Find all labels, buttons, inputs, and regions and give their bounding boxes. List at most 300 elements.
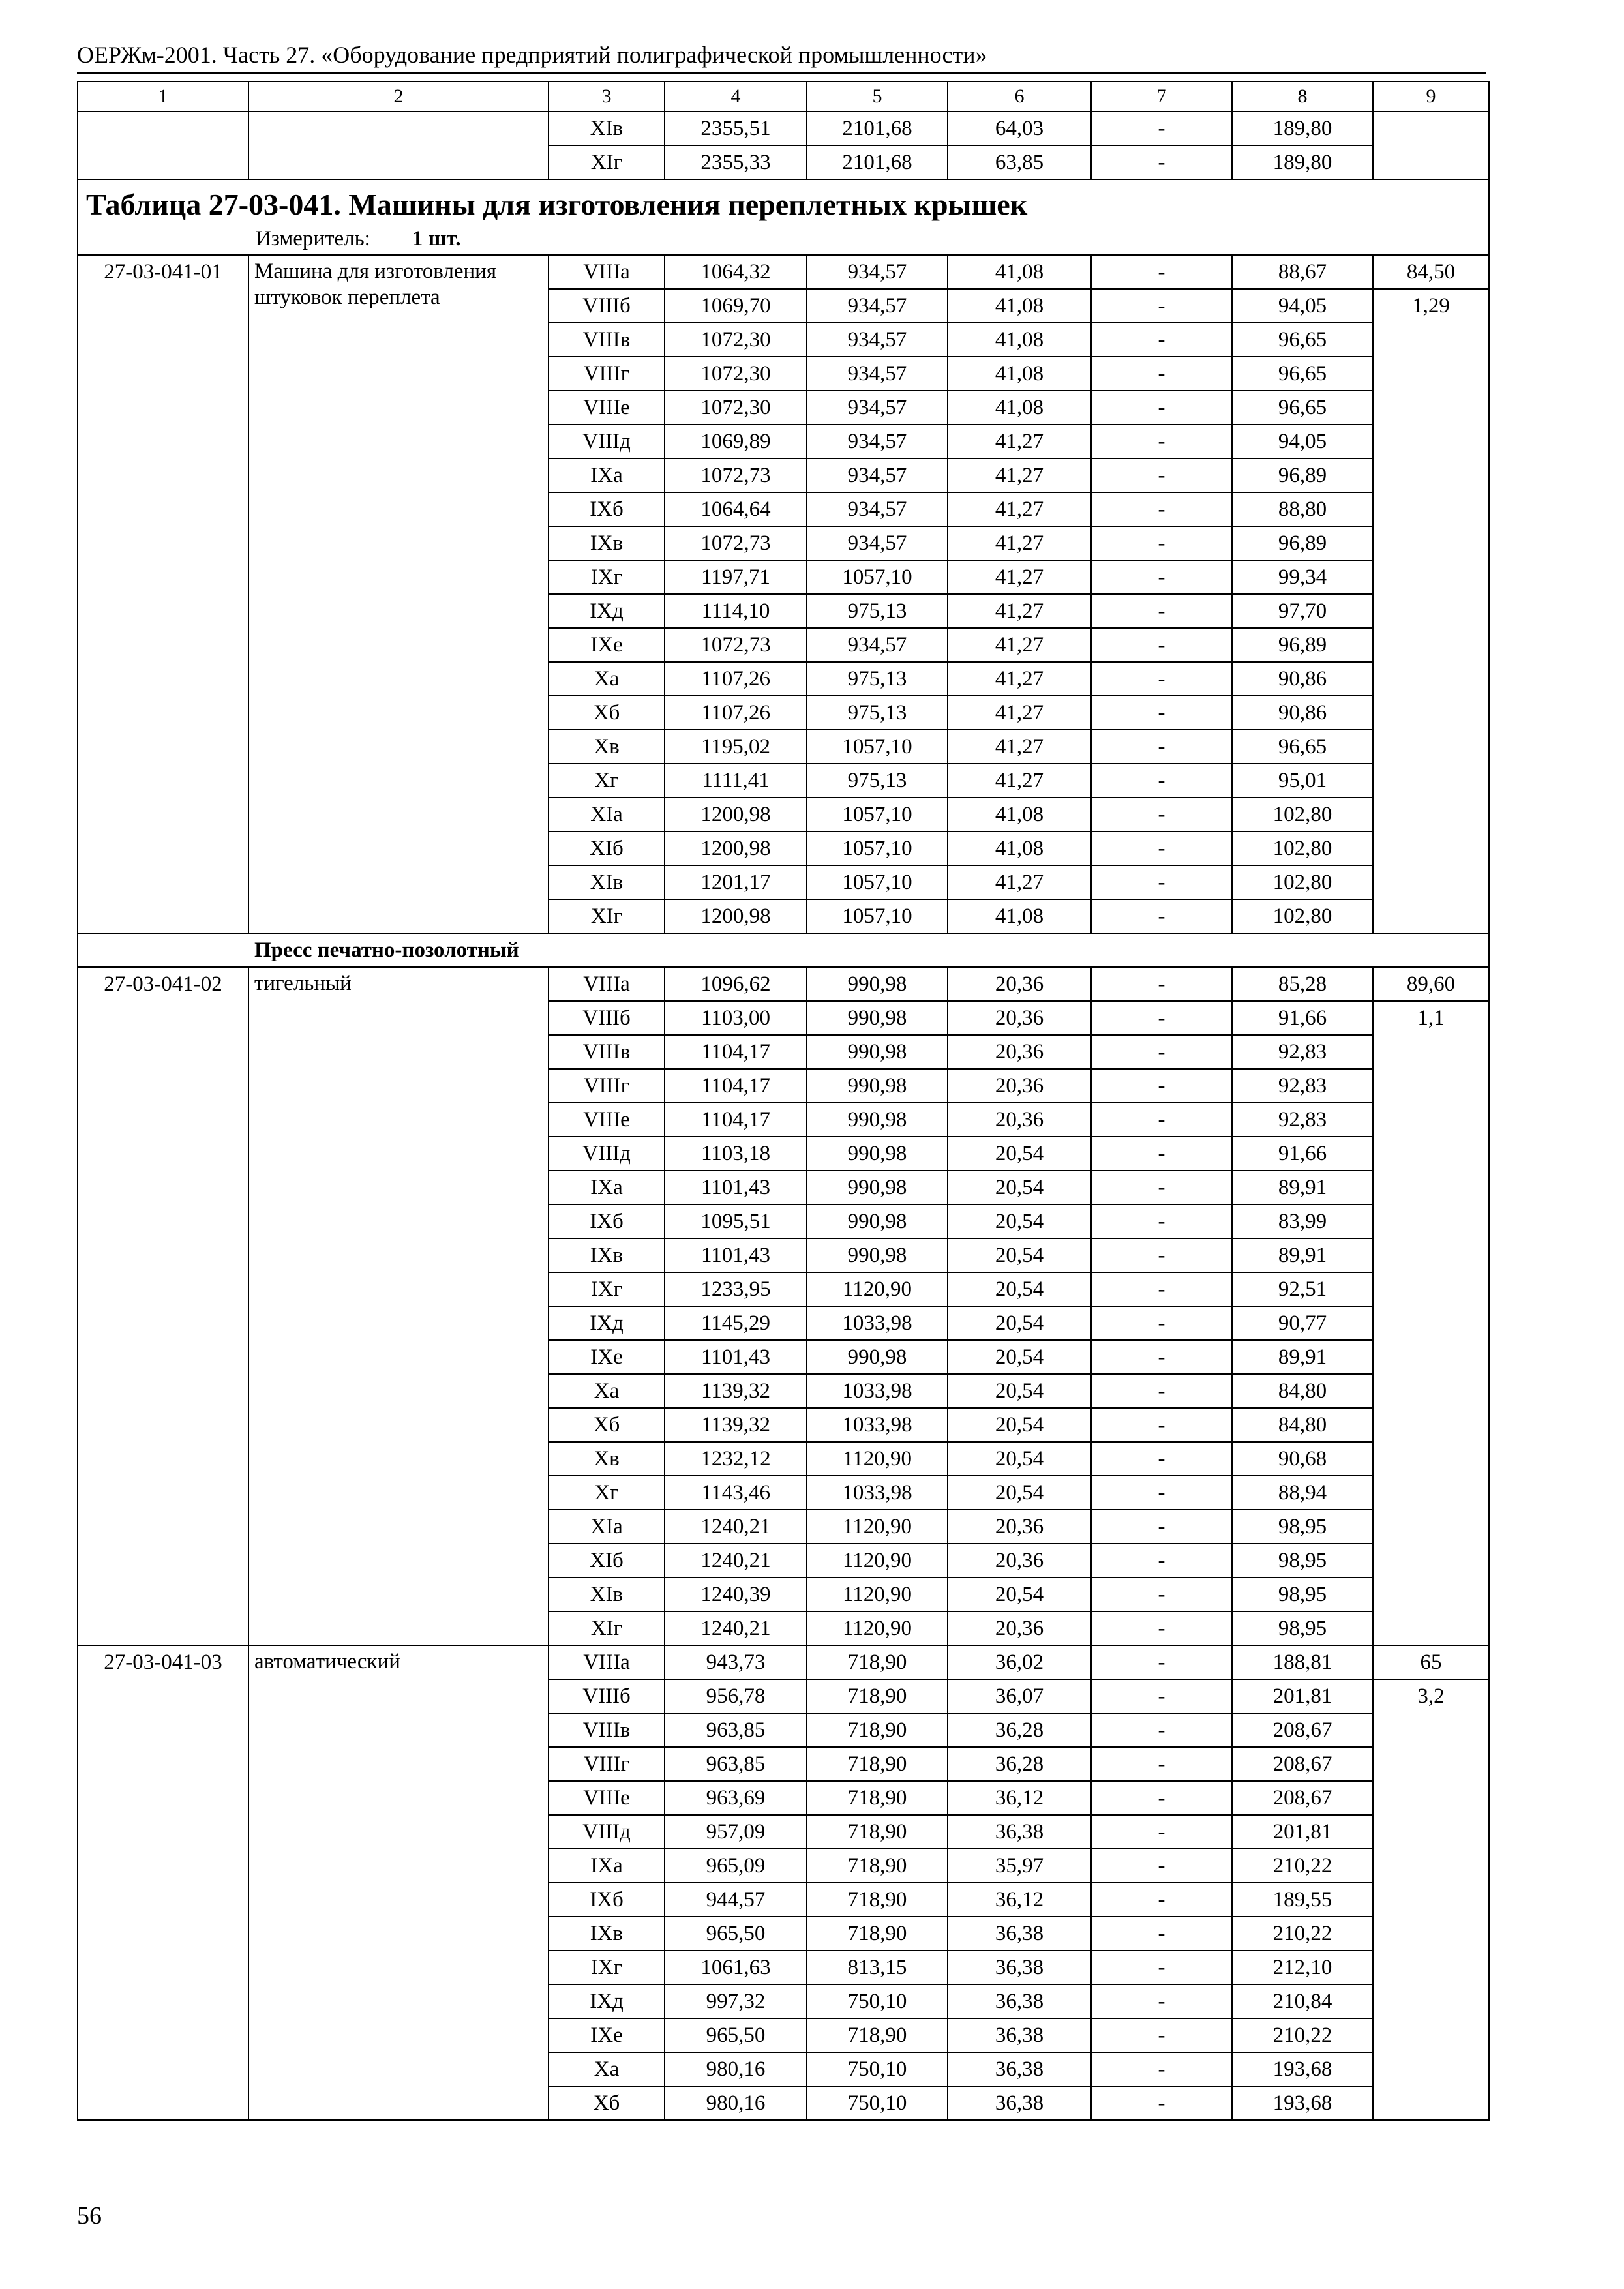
value-cell: - (1091, 899, 1232, 933)
value-cell: - (1091, 1035, 1232, 1069)
value-cell: 975,13 (807, 764, 948, 798)
value-cell: 210,22 (1232, 1849, 1373, 1883)
value-cell: 35,97 (948, 1849, 1091, 1883)
value-cell: 813,15 (807, 1951, 948, 1984)
value-cell: 41,27 (948, 458, 1091, 492)
value-cell: 1057,10 (807, 831, 948, 865)
value-cell: IXа (549, 1849, 665, 1883)
name-cell: автоматический (248, 1645, 549, 2120)
value-cell: 1114,10 (665, 594, 807, 628)
value-cell: - (1091, 1815, 1232, 1849)
value-cell: 1195,02 (665, 730, 807, 764)
value-cell: VIIIе (549, 391, 665, 425)
value-cell: 92,83 (1232, 1035, 1373, 1069)
value-cell: 36,12 (948, 1781, 1091, 1815)
value-cell: - (1091, 798, 1232, 831)
value-cell: - (1091, 1272, 1232, 1306)
value-cell: 1101,43 (665, 1340, 807, 1374)
value-cell: - (1091, 1306, 1232, 1340)
value-cell: 36,38 (948, 2086, 1091, 2120)
value-cell: 1139,32 (665, 1408, 807, 1442)
value-cell: 1111,41 (665, 764, 807, 798)
value-cell: - (1091, 1544, 1232, 1578)
value-cell: - (1091, 730, 1232, 764)
value-cell: 1033,98 (807, 1374, 948, 1408)
value-cell: 90,77 (1232, 1306, 1373, 1340)
value-cell: 965,09 (665, 1849, 807, 1883)
value-cell: 990,98 (807, 1204, 948, 1238)
column-number: 5 (807, 82, 948, 112)
value-cell: - (1091, 2086, 1232, 2120)
value-cell: 98,95 (1232, 1510, 1373, 1544)
value-cell: Xв (549, 1442, 665, 1476)
code-cell: 27-03-041-01 (78, 255, 248, 933)
value-cell: 1072,73 (665, 526, 807, 560)
value-cell: IXв (549, 526, 665, 560)
rates-table (77, 81, 1490, 2121)
value-cell: 41,08 (948, 831, 1091, 865)
value-cell: Xг (549, 1476, 665, 1510)
value-cell: 96,89 (1232, 526, 1373, 560)
subheading-cell (78, 933, 1489, 967)
value-cell: 212,10 (1232, 1951, 1373, 1984)
value-cell: - (1091, 1883, 1232, 1917)
value-cell: 963,85 (665, 1747, 807, 1781)
value-cell: - (1091, 458, 1232, 492)
col9-cell: 3,2 (1373, 1679, 1489, 2120)
column-number: 6 (948, 82, 1091, 112)
value-cell: 208,67 (1232, 1781, 1373, 1815)
value-cell: 208,67 (1232, 1713, 1373, 1747)
value-cell: 934,57 (807, 492, 948, 526)
value-cell: - (1091, 1849, 1232, 1883)
value-cell: 718,90 (807, 1917, 948, 1951)
value-cell: 90,86 (1232, 696, 1373, 730)
value-cell: 990,98 (807, 1035, 948, 1069)
value-cell: 1145,29 (665, 1306, 807, 1340)
value-cell: 210,84 (1232, 1984, 1373, 2018)
value-cell: 934,57 (807, 357, 948, 391)
value-cell: 41,08 (948, 798, 1091, 831)
value-cell: 1200,98 (665, 798, 807, 831)
value-cell: IXе (549, 628, 665, 662)
col9-cell (1373, 112, 1489, 179)
value-cell: Xа (549, 2052, 665, 2086)
value-cell: 84,80 (1232, 1374, 1373, 1408)
col9-cell: 89,60 (1373, 967, 1489, 1001)
value-cell: 90,86 (1232, 662, 1373, 696)
value-cell: 1101,43 (665, 1171, 807, 1204)
value-cell: IXг (549, 1951, 665, 1984)
value-cell: 1197,71 (665, 560, 807, 594)
table-row (78, 967, 1489, 1001)
code-cell: 27-03-041-02 (78, 967, 248, 1645)
value-cell: 210,22 (1232, 2018, 1373, 2052)
value-cell: 1095,51 (665, 1204, 807, 1238)
value-cell: 1240,21 (665, 1544, 807, 1578)
value-cell: 1057,10 (807, 899, 948, 933)
value-cell: - (1091, 1374, 1232, 1408)
value-cell: 1061,63 (665, 1951, 807, 1984)
value-cell: 965,50 (665, 2018, 807, 2052)
column-number: 8 (1232, 82, 1373, 112)
value-cell: XIв (549, 865, 665, 899)
value-cell: 99,34 (1232, 560, 1373, 594)
value-cell: - (1091, 357, 1232, 391)
value-cell: 963,85 (665, 1713, 807, 1747)
value-cell: 975,13 (807, 662, 948, 696)
value-cell: 89,91 (1232, 1340, 1373, 1374)
value-cell: VIIIб (549, 289, 665, 323)
value-cell: XIг (549, 145, 665, 179)
value-cell: XIв (549, 1578, 665, 1611)
value-cell: Xб (549, 2086, 665, 2120)
value-cell: IXа (549, 1171, 665, 1204)
column-number: 1 (78, 82, 248, 112)
value-cell: 97,70 (1232, 594, 1373, 628)
value-cell: IXг (549, 560, 665, 594)
value-cell: - (1091, 1204, 1232, 1238)
value-cell: 20,36 (948, 1544, 1091, 1578)
value-cell: - (1091, 1679, 1232, 1713)
value-cell: 718,90 (807, 1849, 948, 1883)
value-cell: 965,50 (665, 1917, 807, 1951)
value-cell: 718,90 (807, 1815, 948, 1849)
value-cell: - (1091, 1781, 1232, 1815)
value-cell: XIг (549, 1611, 665, 1645)
section-header-cell (78, 179, 1489, 255)
value-cell: 1240,21 (665, 1611, 807, 1645)
col9-cell: 84,50 (1373, 255, 1489, 289)
value-cell: - (1091, 1340, 1232, 1374)
running-header: ОЕРЖм-2001. Часть 27. «Оборудование предприятий полиграфической промышленности» (77, 42, 987, 68)
value-cell: 750,10 (807, 2086, 948, 2120)
value-cell: 2101,68 (807, 145, 948, 179)
value-cell: 934,57 (807, 458, 948, 492)
value-cell: IXв (549, 1238, 665, 1272)
value-cell: - (1091, 1951, 1232, 1984)
table-body (78, 82, 1489, 2120)
value-cell: 990,98 (807, 967, 948, 1001)
value-cell: 1201,17 (665, 865, 807, 899)
value-cell: Xв (549, 730, 665, 764)
value-cell: IXб (549, 1204, 665, 1238)
value-cell: 36,02 (948, 1645, 1091, 1679)
value-cell: 718,90 (807, 1679, 948, 1713)
value-cell: VIIIд (549, 1815, 665, 1849)
value-cell: 1120,90 (807, 1578, 948, 1611)
unit-value: 1 шт. (412, 227, 461, 250)
value-cell: 1232,12 (665, 1442, 807, 1476)
value-cell: 20,36 (948, 1611, 1091, 1645)
value-cell: 1103,00 (665, 1001, 807, 1035)
value-cell: Xг (549, 764, 665, 798)
value-cell: 990,98 (807, 1238, 948, 1272)
value-cell: XIв (549, 112, 665, 145)
value-cell: IXе (549, 2018, 665, 2052)
value-cell: 92,83 (1232, 1103, 1373, 1137)
value-cell: VIIIб (549, 1001, 665, 1035)
value-cell: - (1091, 696, 1232, 730)
value-cell: 96,89 (1232, 458, 1373, 492)
unit-label: Измеритель: (256, 227, 370, 250)
column-number: 3 (549, 82, 665, 112)
value-cell: 96,89 (1232, 628, 1373, 662)
value-cell: 718,90 (807, 2018, 948, 2052)
subheading-row (78, 933, 1489, 967)
col9-cell: 1,1 (1373, 1001, 1489, 1645)
value-cell: 102,80 (1232, 899, 1373, 933)
value-cell: 1107,26 (665, 662, 807, 696)
value-cell: 94,05 (1232, 289, 1373, 323)
value-cell: 1033,98 (807, 1306, 948, 1340)
table-row (78, 255, 1489, 289)
value-cell: 98,95 (1232, 1611, 1373, 1645)
value-cell: VIIIв (549, 1713, 665, 1747)
col9-cell: 1,29 (1373, 289, 1489, 933)
column-number: 7 (1091, 82, 1232, 112)
value-cell: 96,65 (1232, 357, 1373, 391)
value-cell: 1096,62 (665, 967, 807, 1001)
value-cell: 89,91 (1232, 1171, 1373, 1204)
value-cell: 1064,64 (665, 492, 807, 526)
value-cell: 1033,98 (807, 1408, 948, 1442)
value-cell: 934,57 (807, 255, 948, 289)
value-cell: IXб (549, 1883, 665, 1917)
value-cell: 36,38 (948, 1917, 1091, 1951)
value-cell: 980,16 (665, 2052, 807, 2086)
name-cell: тигельный (248, 967, 549, 1645)
value-cell: - (1091, 255, 1232, 289)
value-cell: 36,28 (948, 1713, 1091, 1747)
value-cell: 1072,30 (665, 323, 807, 357)
value-cell: 41,27 (948, 425, 1091, 458)
value-cell: 980,16 (665, 2086, 807, 2120)
value-cell: 1104,17 (665, 1035, 807, 1069)
value-cell: 750,10 (807, 2052, 948, 2086)
table-title: Таблица 27-03-041. Машины для изготовления переплетных крышек (86, 188, 1028, 221)
value-cell: 990,98 (807, 1103, 948, 1137)
value-cell: 718,90 (807, 1883, 948, 1917)
value-cell: XIг (549, 899, 665, 933)
value-cell: 1057,10 (807, 730, 948, 764)
value-cell: 98,95 (1232, 1544, 1373, 1578)
value-cell: 20,36 (948, 1103, 1091, 1137)
value-cell: 88,80 (1232, 492, 1373, 526)
value-cell: VIIIд (549, 425, 665, 458)
value-cell: - (1091, 1137, 1232, 1171)
value-cell: - (1091, 145, 1232, 179)
value-cell: 189,80 (1232, 145, 1373, 179)
value-cell: IXг (549, 1272, 665, 1306)
value-cell: 1120,90 (807, 1510, 948, 1544)
value-cell: IXб (549, 492, 665, 526)
value-cell: 963,69 (665, 1781, 807, 1815)
value-cell: 20,36 (948, 1069, 1091, 1103)
col9-cell: 65 (1373, 1645, 1489, 1679)
value-cell: 944,57 (665, 1883, 807, 1917)
value-cell: IXд (549, 594, 665, 628)
value-cell: - (1091, 1001, 1232, 1035)
value-cell: Xа (549, 1374, 665, 1408)
value-cell: 934,57 (807, 323, 948, 357)
value-cell: - (1091, 1611, 1232, 1645)
value-cell: 41,08 (948, 357, 1091, 391)
value-cell: 63,85 (948, 145, 1091, 179)
value-cell: - (1091, 112, 1232, 145)
column-number: 4 (665, 82, 807, 112)
value-cell: IXа (549, 458, 665, 492)
value-cell: 102,80 (1232, 798, 1373, 831)
value-cell: - (1091, 1510, 1232, 1544)
value-cell: 1057,10 (807, 865, 948, 899)
value-cell: - (1091, 1171, 1232, 1204)
value-cell: XIб (549, 831, 665, 865)
name-cell: Машина для изготовления штуковок переплета (248, 255, 549, 933)
value-cell: 98,95 (1232, 1578, 1373, 1611)
value-cell: - (1091, 628, 1232, 662)
value-cell: 102,80 (1232, 831, 1373, 865)
value-cell: 20,36 (948, 1001, 1091, 1035)
value-cell: VIIIе (549, 1781, 665, 1815)
value-cell: - (1091, 560, 1232, 594)
value-cell: - (1091, 1476, 1232, 1510)
value-cell: IXв (549, 1917, 665, 1951)
unit-line (78, 224, 1488, 254)
value-cell: - (1091, 1103, 1232, 1137)
value-cell: - (1091, 831, 1232, 865)
value-cell: 1101,43 (665, 1238, 807, 1272)
value-cell: 41,27 (948, 594, 1091, 628)
value-cell: XIа (549, 798, 665, 831)
value-cell: - (1091, 526, 1232, 560)
value-cell: - (1091, 2018, 1232, 2052)
value-cell: VIIIг (549, 1069, 665, 1103)
value-cell: 64,03 (948, 112, 1091, 145)
value-cell: 997,32 (665, 1984, 807, 2018)
value-cell: 36,38 (948, 1951, 1091, 1984)
value-cell: 1104,17 (665, 1069, 807, 1103)
value-cell: Xб (549, 696, 665, 730)
value-cell: 41,08 (948, 899, 1091, 933)
value-cell: 1143,46 (665, 1476, 807, 1510)
value-cell: VIIIа (549, 1645, 665, 1679)
value-cell: - (1091, 323, 1232, 357)
value-cell: 1072,30 (665, 357, 807, 391)
header-rule (77, 72, 1486, 74)
value-cell: 20,54 (948, 1578, 1091, 1611)
value-cell: 20,54 (948, 1137, 1091, 1171)
value-cell: 94,05 (1232, 425, 1373, 458)
value-cell: 718,90 (807, 1713, 948, 1747)
value-cell: 188,81 (1232, 1645, 1373, 1679)
value-cell: 1240,21 (665, 1510, 807, 1544)
value-cell: - (1091, 967, 1232, 1001)
value-cell: - (1091, 1984, 1232, 2018)
value-cell: - (1091, 1578, 1232, 1611)
value-cell: 208,67 (1232, 1747, 1373, 1781)
value-cell: Xб (549, 1408, 665, 1442)
value-cell: 41,08 (948, 255, 1091, 289)
value-cell: - (1091, 594, 1232, 628)
value-cell: 20,54 (948, 1204, 1091, 1238)
value-cell: 957,09 (665, 1815, 807, 1849)
value-cell: 91,66 (1232, 1137, 1373, 1171)
value-cell: 1120,90 (807, 1272, 948, 1306)
value-cell: 1139,32 (665, 1374, 807, 1408)
value-cell: Xа (549, 662, 665, 696)
value-cell: - (1091, 425, 1232, 458)
value-cell: - (1091, 1645, 1232, 1679)
value-cell: 990,98 (807, 1137, 948, 1171)
value-cell: 934,57 (807, 526, 948, 560)
value-cell: - (1091, 2052, 1232, 2086)
value-cell: 201,81 (1232, 1679, 1373, 1713)
value-cell: 20,36 (948, 967, 1091, 1001)
value-cell: 89,91 (1232, 1238, 1373, 1272)
value-cell: 96,65 (1232, 323, 1373, 357)
column-number-row (78, 82, 1489, 112)
value-cell: VIIIа (549, 967, 665, 1001)
value-cell: 20,54 (948, 1442, 1091, 1476)
value-cell: 36,38 (948, 2018, 1091, 2052)
value-cell: 1069,70 (665, 289, 807, 323)
value-cell: - (1091, 1713, 1232, 1747)
value-cell: 20,54 (948, 1272, 1091, 1306)
value-cell: 85,28 (1232, 967, 1373, 1001)
table-section-header (78, 179, 1489, 255)
value-cell: 1120,90 (807, 1611, 948, 1645)
value-cell: 1103,18 (665, 1137, 807, 1171)
code-cell (78, 112, 248, 179)
column-number: 2 (248, 82, 549, 112)
value-cell: XIб (549, 1544, 665, 1578)
value-cell: 96,65 (1232, 730, 1373, 764)
value-cell: 41,08 (948, 289, 1091, 323)
value-cell: 88,94 (1232, 1476, 1373, 1510)
value-cell: 189,80 (1232, 112, 1373, 145)
value-cell: 956,78 (665, 1679, 807, 1713)
value-cell: IXд (549, 1306, 665, 1340)
value-cell: 718,90 (807, 1645, 948, 1679)
value-cell: 20,54 (948, 1374, 1091, 1408)
value-cell: - (1091, 289, 1232, 323)
value-cell: 1072,73 (665, 628, 807, 662)
value-cell: 975,13 (807, 594, 948, 628)
value-cell: 41,27 (948, 560, 1091, 594)
value-cell: 20,36 (948, 1510, 1091, 1544)
value-cell: 20,54 (948, 1238, 1091, 1272)
value-cell: 189,55 (1232, 1883, 1373, 1917)
value-cell: 20,54 (948, 1171, 1091, 1204)
value-cell: 1072,30 (665, 391, 807, 425)
value-cell: 20,54 (948, 1476, 1091, 1510)
value-cell: 193,68 (1232, 2086, 1373, 2120)
value-cell: 41,27 (948, 865, 1091, 899)
subheading-text: Пресс печатно-позолотный (254, 938, 519, 962)
value-cell: 88,67 (1232, 255, 1373, 289)
value-cell: 36,12 (948, 1883, 1091, 1917)
value-cell: - (1091, 391, 1232, 425)
value-cell: 990,98 (807, 1340, 948, 1374)
value-cell: 2355,33 (665, 145, 807, 179)
value-cell: IXе (549, 1340, 665, 1374)
value-cell: - (1091, 1069, 1232, 1103)
table-row (78, 112, 1489, 145)
value-cell: 201,81 (1232, 1815, 1373, 1849)
value-cell: 975,13 (807, 696, 948, 730)
value-cell: 41,27 (948, 730, 1091, 764)
